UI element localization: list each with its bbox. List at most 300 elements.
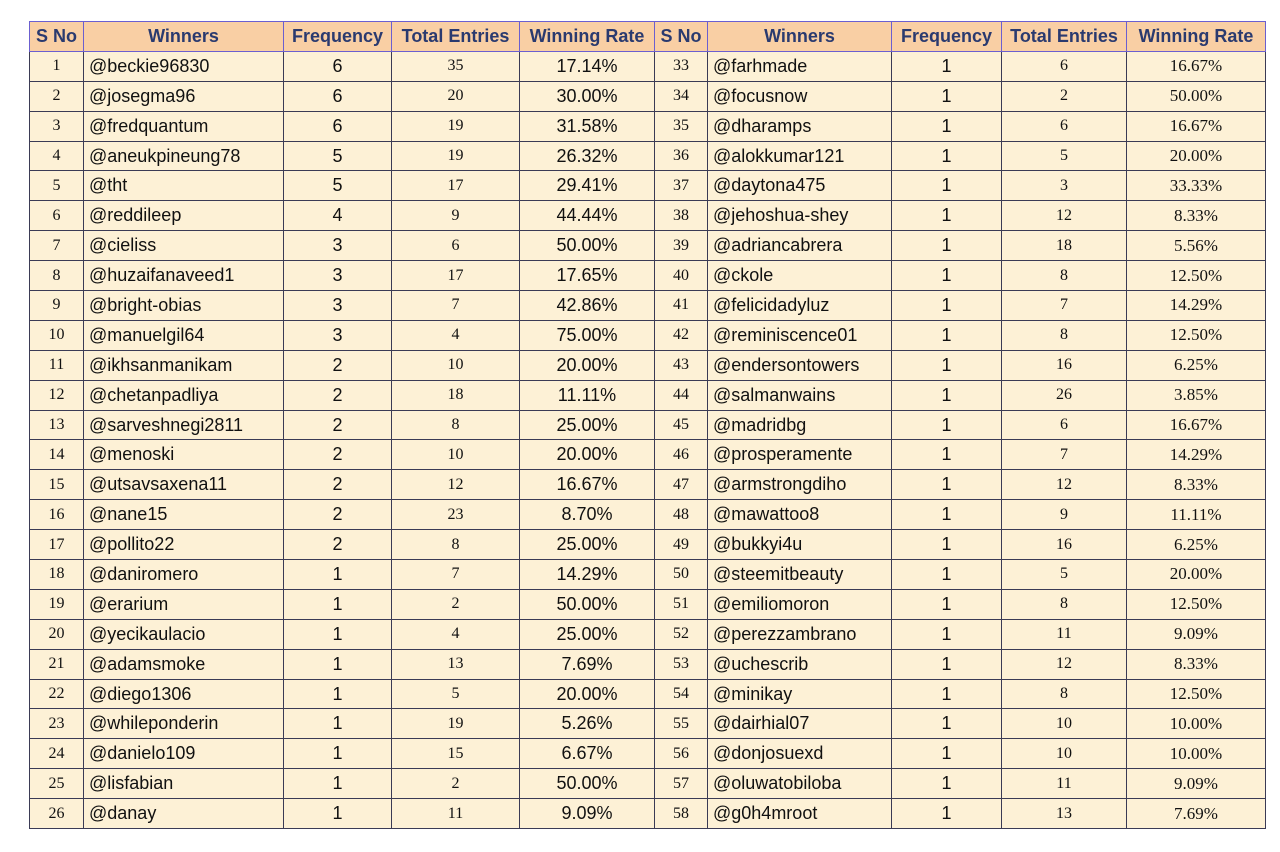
cell-winning-rate: 9.09% xyxy=(1127,619,1266,649)
cell-sno: 33 xyxy=(655,51,708,81)
table-row xyxy=(30,410,1266,440)
cell-sno: 10 xyxy=(30,320,84,350)
cell-winner: @diego1306 xyxy=(84,679,284,709)
table-row xyxy=(30,649,1266,679)
cell-sno: 48 xyxy=(655,500,708,530)
cell-winner: @adriancabrera xyxy=(708,231,892,261)
cell-winning-rate: 9.09% xyxy=(1127,769,1266,799)
cell-total-entries: 8 xyxy=(392,530,520,560)
cell-sno: 34 xyxy=(655,81,708,111)
table-row xyxy=(30,589,1266,619)
cell-winner: @alokkumar121 xyxy=(708,141,892,171)
cell-sno: 12 xyxy=(30,380,84,410)
cell-winning-rate: 6.25% xyxy=(1127,530,1266,560)
cell-frequency: 2 xyxy=(284,440,392,470)
cell-winner: @steemitbeauty xyxy=(708,560,892,590)
cell-sno: 55 xyxy=(655,709,708,739)
cell-winning-rate: 7.69% xyxy=(1127,799,1266,829)
cell-frequency: 1 xyxy=(284,799,392,829)
cell-frequency: 1 xyxy=(892,619,1002,649)
cell-frequency: 6 xyxy=(284,81,392,111)
cell-sno: 24 xyxy=(30,739,84,769)
table-row xyxy=(30,320,1266,350)
winners-table-container xyxy=(29,21,1266,829)
cell-winner: @uchescrib xyxy=(708,649,892,679)
cell-total-entries: 2 xyxy=(392,589,520,619)
cell-winner: @whileponderin xyxy=(84,709,284,739)
cell-sno: 50 xyxy=(655,560,708,590)
header-sno-left: S No xyxy=(30,22,84,52)
cell-winner: @daniromero xyxy=(84,560,284,590)
cell-frequency: 1 xyxy=(892,440,1002,470)
cell-sno: 8 xyxy=(30,261,84,291)
cell-winner: @fredquantum xyxy=(84,111,284,141)
cell-sno: 9 xyxy=(30,291,84,321)
cell-frequency: 1 xyxy=(892,530,1002,560)
cell-frequency: 2 xyxy=(284,470,392,500)
cell-winning-rate: 14.29% xyxy=(1127,291,1266,321)
cell-frequency: 1 xyxy=(284,769,392,799)
cell-sno: 18 xyxy=(30,560,84,590)
cell-winner: @josegma96 xyxy=(84,81,284,111)
cell-winning-rate: 7.69% xyxy=(520,649,655,679)
cell-total-entries: 16 xyxy=(1002,530,1127,560)
cell-total-entries: 19 xyxy=(392,111,520,141)
cell-sno: 16 xyxy=(30,500,84,530)
header-winners-left: Winners xyxy=(84,22,284,52)
cell-winning-rate: 16.67% xyxy=(1127,410,1266,440)
cell-winner: @cieliss xyxy=(84,231,284,261)
cell-winner: @felicidadyluz xyxy=(708,291,892,321)
cell-frequency: 3 xyxy=(284,291,392,321)
cell-total-entries: 23 xyxy=(392,500,520,530)
cell-winning-rate: 20.00% xyxy=(520,350,655,380)
table-row xyxy=(30,440,1266,470)
cell-sno: 58 xyxy=(655,799,708,829)
cell-winning-rate: 3.85% xyxy=(1127,380,1266,410)
cell-winner: @bright-obias xyxy=(84,291,284,321)
cell-winner: @perezzambrano xyxy=(708,619,892,649)
cell-winning-rate: 6.25% xyxy=(1127,350,1266,380)
cell-winner: @utsavsaxena11 xyxy=(84,470,284,500)
table-row xyxy=(30,81,1266,111)
table-row xyxy=(30,619,1266,649)
cell-sno: 45 xyxy=(655,410,708,440)
cell-winning-rate: 5.56% xyxy=(1127,231,1266,261)
cell-sno: 4 xyxy=(30,141,84,171)
cell-winning-rate: 9.09% xyxy=(520,799,655,829)
cell-winning-rate: 17.14% xyxy=(520,51,655,81)
cell-sno: 22 xyxy=(30,679,84,709)
cell-frequency: 6 xyxy=(284,111,392,141)
cell-winning-rate: 16.67% xyxy=(1127,111,1266,141)
cell-winner: @daytona475 xyxy=(708,171,892,201)
cell-sno: 20 xyxy=(30,619,84,649)
cell-total-entries: 26 xyxy=(1002,380,1127,410)
cell-winner: @aneukpineung78 xyxy=(84,141,284,171)
cell-frequency: 1 xyxy=(284,589,392,619)
cell-winner: @g0h4mroot xyxy=(708,799,892,829)
cell-winning-rate: 12.50% xyxy=(1127,320,1266,350)
cell-total-entries: 2 xyxy=(392,769,520,799)
cell-sno: 56 xyxy=(655,739,708,769)
cell-winner: @sarveshnegi2811 xyxy=(84,410,284,440)
header-total-entries-right: Total Entries xyxy=(1002,22,1127,52)
cell-winning-rate: 12.50% xyxy=(1127,589,1266,619)
table-row xyxy=(30,530,1266,560)
cell-winning-rate: 11.11% xyxy=(520,380,655,410)
cell-winning-rate: 10.00% xyxy=(1127,739,1266,769)
cell-winner: @mawattoo8 xyxy=(708,500,892,530)
cell-sno: 14 xyxy=(30,440,84,470)
cell-winning-rate: 44.44% xyxy=(520,201,655,231)
header-frequency-right: Frequency xyxy=(892,22,1002,52)
cell-winner: @tht xyxy=(84,171,284,201)
cell-winning-rate: 12.50% xyxy=(1127,679,1266,709)
cell-winning-rate: 8.33% xyxy=(1127,649,1266,679)
cell-total-entries: 6 xyxy=(1002,410,1127,440)
cell-total-entries: 12 xyxy=(1002,201,1127,231)
cell-winning-rate: 8.33% xyxy=(1127,201,1266,231)
cell-frequency: 3 xyxy=(284,231,392,261)
cell-total-entries: 11 xyxy=(1002,769,1127,799)
table-row xyxy=(30,799,1266,829)
cell-winning-rate: 20.00% xyxy=(1127,560,1266,590)
cell-frequency: 1 xyxy=(284,679,392,709)
cell-total-entries: 13 xyxy=(392,649,520,679)
cell-frequency: 2 xyxy=(284,500,392,530)
table-row xyxy=(30,201,1266,231)
header-total-entries-left: Total Entries xyxy=(392,22,520,52)
cell-sno: 6 xyxy=(30,201,84,231)
cell-frequency: 1 xyxy=(284,709,392,739)
cell-total-entries: 4 xyxy=(392,619,520,649)
winners-table xyxy=(29,21,1266,829)
table-body xyxy=(30,51,1266,828)
cell-total-entries: 8 xyxy=(1002,261,1127,291)
cell-total-entries: 4 xyxy=(392,320,520,350)
cell-winner: @farhmade xyxy=(708,51,892,81)
cell-winning-rate: 50.00% xyxy=(520,231,655,261)
cell-winning-rate: 5.26% xyxy=(520,709,655,739)
cell-winner: @nane15 xyxy=(84,500,284,530)
header-row xyxy=(30,22,1266,52)
cell-frequency: 1 xyxy=(892,350,1002,380)
cell-winning-rate: 14.29% xyxy=(1127,440,1266,470)
cell-frequency: 1 xyxy=(892,589,1002,619)
cell-winner: @pollito22 xyxy=(84,530,284,560)
table-row xyxy=(30,679,1266,709)
cell-frequency: 2 xyxy=(284,530,392,560)
cell-sno: 49 xyxy=(655,530,708,560)
cell-total-entries: 18 xyxy=(392,380,520,410)
cell-winning-rate: 33.33% xyxy=(1127,171,1266,201)
cell-total-entries: 11 xyxy=(1002,619,1127,649)
cell-winning-rate: 16.67% xyxy=(520,470,655,500)
cell-winner: @jehoshua-shey xyxy=(708,201,892,231)
cell-frequency: 6 xyxy=(284,51,392,81)
cell-frequency: 2 xyxy=(284,380,392,410)
cell-frequency: 1 xyxy=(892,231,1002,261)
cell-frequency: 1 xyxy=(284,560,392,590)
cell-winning-rate: 25.00% xyxy=(520,410,655,440)
cell-winner: @erarium xyxy=(84,589,284,619)
cell-winner: @emiliomoron xyxy=(708,589,892,619)
cell-sno: 52 xyxy=(655,619,708,649)
cell-sno: 41 xyxy=(655,291,708,321)
cell-winning-rate: 6.67% xyxy=(520,739,655,769)
cell-total-entries: 10 xyxy=(392,440,520,470)
cell-winning-rate: 8.33% xyxy=(1127,470,1266,500)
cell-winning-rate: 20.00% xyxy=(1127,141,1266,171)
cell-total-entries: 5 xyxy=(1002,560,1127,590)
header-winning-rate-left: Winning Rate xyxy=(520,22,655,52)
cell-sno: 51 xyxy=(655,589,708,619)
cell-sno: 54 xyxy=(655,679,708,709)
cell-frequency: 1 xyxy=(892,261,1002,291)
cell-total-entries: 12 xyxy=(1002,470,1127,500)
cell-frequency: 1 xyxy=(892,291,1002,321)
cell-sno: 3 xyxy=(30,111,84,141)
table-row xyxy=(30,291,1266,321)
table-row xyxy=(30,350,1266,380)
cell-frequency: 1 xyxy=(892,81,1002,111)
cell-total-entries: 7 xyxy=(392,291,520,321)
cell-winning-rate: 20.00% xyxy=(520,679,655,709)
cell-frequency: 1 xyxy=(892,560,1002,590)
cell-sno: 21 xyxy=(30,649,84,679)
table-row xyxy=(30,769,1266,799)
cell-frequency: 4 xyxy=(284,201,392,231)
cell-winning-rate: 25.00% xyxy=(520,619,655,649)
cell-sno: 40 xyxy=(655,261,708,291)
cell-total-entries: 7 xyxy=(1002,440,1127,470)
cell-frequency: 1 xyxy=(892,141,1002,171)
cell-sno: 13 xyxy=(30,410,84,440)
cell-winning-rate: 14.29% xyxy=(520,560,655,590)
cell-winning-rate: 50.00% xyxy=(1127,81,1266,111)
cell-winning-rate: 25.00% xyxy=(520,530,655,560)
cell-sno: 23 xyxy=(30,709,84,739)
table-row xyxy=(30,500,1266,530)
cell-frequency: 1 xyxy=(892,739,1002,769)
header-winners-right: Winners xyxy=(708,22,892,52)
cell-winning-rate: 75.00% xyxy=(520,320,655,350)
header-frequency-left: Frequency xyxy=(284,22,392,52)
table-row xyxy=(30,141,1266,171)
cell-winning-rate: 29.41% xyxy=(520,171,655,201)
cell-total-entries: 8 xyxy=(392,410,520,440)
cell-sno: 57 xyxy=(655,769,708,799)
cell-sno: 5 xyxy=(30,171,84,201)
cell-winning-rate: 11.11% xyxy=(1127,500,1266,530)
cell-winner: @salmanwains xyxy=(708,380,892,410)
cell-winner: @yecikaulacio xyxy=(84,619,284,649)
table-row xyxy=(30,470,1266,500)
cell-winner: @focusnow xyxy=(708,81,892,111)
cell-frequency: 1 xyxy=(892,470,1002,500)
cell-frequency: 1 xyxy=(892,320,1002,350)
cell-winning-rate: 50.00% xyxy=(520,589,655,619)
cell-winning-rate: 42.86% xyxy=(520,291,655,321)
cell-total-entries: 6 xyxy=(1002,111,1127,141)
cell-total-entries: 19 xyxy=(392,141,520,171)
cell-winner: @oluwatobiloba xyxy=(708,769,892,799)
cell-total-entries: 3 xyxy=(1002,171,1127,201)
cell-frequency: 1 xyxy=(892,410,1002,440)
cell-sno: 39 xyxy=(655,231,708,261)
cell-frequency: 1 xyxy=(892,51,1002,81)
cell-winner: @dharamps xyxy=(708,111,892,141)
cell-winning-rate: 8.70% xyxy=(520,500,655,530)
cell-sno: 36 xyxy=(655,141,708,171)
cell-winning-rate: 16.67% xyxy=(1127,51,1266,81)
cell-total-entries: 8 xyxy=(1002,589,1127,619)
cell-winning-rate: 50.00% xyxy=(520,769,655,799)
cell-sno: 37 xyxy=(655,171,708,201)
cell-winning-rate: 12.50% xyxy=(1127,261,1266,291)
cell-total-entries: 35 xyxy=(392,51,520,81)
cell-total-entries: 5 xyxy=(1002,141,1127,171)
cell-sno: 17 xyxy=(30,530,84,560)
table-row xyxy=(30,51,1266,81)
cell-winning-rate: 17.65% xyxy=(520,261,655,291)
cell-frequency: 1 xyxy=(892,799,1002,829)
cell-total-entries: 12 xyxy=(1002,649,1127,679)
cell-sno: 35 xyxy=(655,111,708,141)
cell-sno: 46 xyxy=(655,440,708,470)
cell-sno: 47 xyxy=(655,470,708,500)
cell-sno: 44 xyxy=(655,380,708,410)
cell-total-entries: 7 xyxy=(392,560,520,590)
cell-winning-rate: 26.32% xyxy=(520,141,655,171)
cell-sno: 7 xyxy=(30,231,84,261)
cell-frequency: 5 xyxy=(284,141,392,171)
header-winning-rate-right: Winning Rate xyxy=(1127,22,1266,52)
table-row xyxy=(30,709,1266,739)
cell-total-entries: 18 xyxy=(1002,231,1127,261)
cell-sno: 1 xyxy=(30,51,84,81)
cell-winning-rate: 30.00% xyxy=(520,81,655,111)
cell-sno: 19 xyxy=(30,589,84,619)
table-row xyxy=(30,261,1266,291)
cell-winner: @endersontowers xyxy=(708,350,892,380)
cell-sno: 38 xyxy=(655,201,708,231)
cell-winner: @ikhsanmanikam xyxy=(84,350,284,380)
table-row xyxy=(30,231,1266,261)
cell-winner: @danielo109 xyxy=(84,739,284,769)
cell-total-entries: 13 xyxy=(1002,799,1127,829)
cell-frequency: 1 xyxy=(892,500,1002,530)
cell-total-entries: 12 xyxy=(392,470,520,500)
cell-sno: 11 xyxy=(30,350,84,380)
cell-total-entries: 10 xyxy=(392,350,520,380)
cell-frequency: 1 xyxy=(892,201,1002,231)
cell-total-entries: 17 xyxy=(392,261,520,291)
cell-winner: @lisfabian xyxy=(84,769,284,799)
cell-frequency: 5 xyxy=(284,171,392,201)
cell-winner: @reddileep xyxy=(84,201,284,231)
cell-winner: @ckole xyxy=(708,261,892,291)
cell-total-entries: 10 xyxy=(1002,709,1127,739)
cell-total-entries: 7 xyxy=(1002,291,1127,321)
table-row xyxy=(30,171,1266,201)
cell-total-entries: 17 xyxy=(392,171,520,201)
cell-winner: @menoski xyxy=(84,440,284,470)
cell-frequency: 1 xyxy=(892,111,1002,141)
cell-winner: @prosperamente xyxy=(708,440,892,470)
cell-sno: 43 xyxy=(655,350,708,380)
cell-total-entries: 19 xyxy=(392,709,520,739)
cell-total-entries: 16 xyxy=(1002,350,1127,380)
cell-total-entries: 9 xyxy=(1002,500,1127,530)
cell-winner: @beckie96830 xyxy=(84,51,284,81)
cell-total-entries: 11 xyxy=(392,799,520,829)
cell-total-entries: 15 xyxy=(392,739,520,769)
table-row xyxy=(30,111,1266,141)
cell-winner: @madridbg xyxy=(708,410,892,440)
cell-frequency: 3 xyxy=(284,261,392,291)
cell-winner: @chetanpadliya xyxy=(84,380,284,410)
cell-winning-rate: 31.58% xyxy=(520,111,655,141)
cell-frequency: 1 xyxy=(284,739,392,769)
cell-frequency: 1 xyxy=(892,649,1002,679)
cell-total-entries: 20 xyxy=(392,81,520,111)
table-row xyxy=(30,739,1266,769)
cell-frequency: 1 xyxy=(892,769,1002,799)
cell-total-entries: 6 xyxy=(1002,51,1127,81)
cell-sno: 53 xyxy=(655,649,708,679)
cell-frequency: 3 xyxy=(284,320,392,350)
cell-frequency: 1 xyxy=(284,619,392,649)
cell-winner: @reminiscence01 xyxy=(708,320,892,350)
cell-sno: 26 xyxy=(30,799,84,829)
cell-sno: 15 xyxy=(30,470,84,500)
cell-frequency: 1 xyxy=(892,709,1002,739)
cell-winner: @adamsmoke xyxy=(84,649,284,679)
cell-total-entries: 2 xyxy=(1002,81,1127,111)
cell-winner: @armstrongdiho xyxy=(708,470,892,500)
cell-winner: @dairhial07 xyxy=(708,709,892,739)
cell-winner: @minikay xyxy=(708,679,892,709)
cell-frequency: 2 xyxy=(284,410,392,440)
cell-total-entries: 5 xyxy=(392,679,520,709)
cell-winner: @danay xyxy=(84,799,284,829)
cell-sno: 25 xyxy=(30,769,84,799)
cell-frequency: 1 xyxy=(892,679,1002,709)
cell-total-entries: 8 xyxy=(1002,320,1127,350)
cell-winner: @huzaifanaveed1 xyxy=(84,261,284,291)
cell-total-entries: 10 xyxy=(1002,739,1127,769)
cell-winner: @manuelgil64 xyxy=(84,320,284,350)
header-sno-right: S No xyxy=(655,22,708,52)
table-row xyxy=(30,380,1266,410)
cell-frequency: 1 xyxy=(892,171,1002,201)
table-row xyxy=(30,560,1266,590)
cell-winner: @bukkyi4u xyxy=(708,530,892,560)
cell-sno: 2 xyxy=(30,81,84,111)
cell-sno: 42 xyxy=(655,320,708,350)
cell-total-entries: 6 xyxy=(392,231,520,261)
cell-winning-rate: 10.00% xyxy=(1127,709,1266,739)
cell-winner: @donjosuexd xyxy=(708,739,892,769)
cell-frequency: 2 xyxy=(284,350,392,380)
cell-total-entries: 8 xyxy=(1002,679,1127,709)
cell-total-entries: 9 xyxy=(392,201,520,231)
cell-frequency: 1 xyxy=(892,380,1002,410)
cell-frequency: 1 xyxy=(284,649,392,679)
cell-winning-rate: 20.00% xyxy=(520,440,655,470)
